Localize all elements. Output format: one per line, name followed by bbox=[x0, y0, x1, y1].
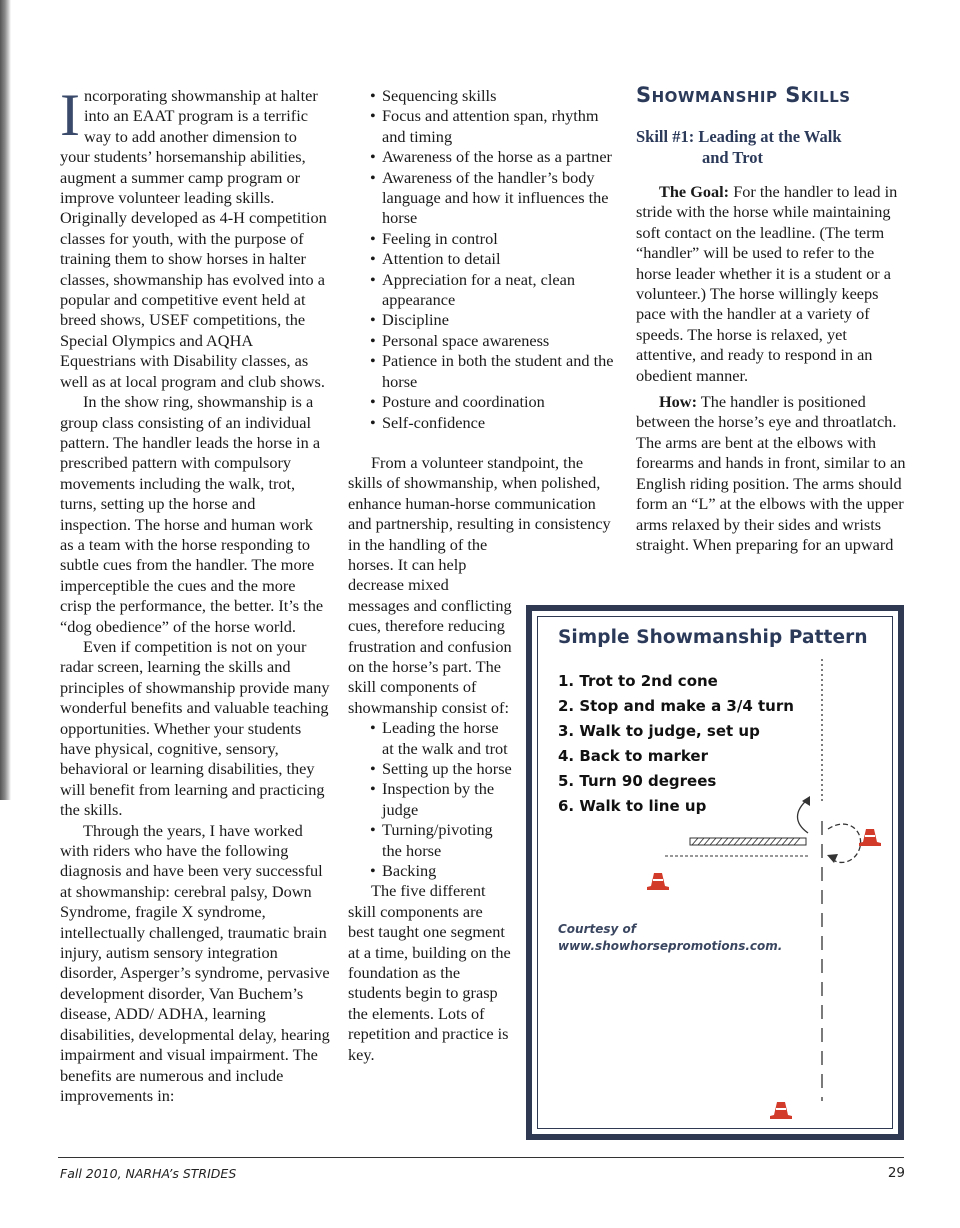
cone-icon bbox=[647, 873, 669, 890]
cone-icon bbox=[770, 1102, 792, 1119]
page-number: 29 bbox=[887, 1165, 905, 1181]
footer-issue: Fall 2010, NARHA’s STRIDES bbox=[60, 1166, 237, 1181]
narrow-column-text bbox=[348, 555, 512, 1065]
turn-arrow bbox=[798, 799, 809, 833]
credit-line-1: Courtesy of bbox=[558, 922, 636, 936]
benefit-list-item: • Self-confidence bbox=[348, 413, 618, 433]
component-list-item: • Inspection by the judge bbox=[348, 779, 512, 820]
benefit-list-item: • Appreciation for a neat, clean appearance bbox=[348, 270, 618, 311]
skill-heading-line-1: Skill #1: Leading at the Walk bbox=[636, 127, 842, 146]
component-list-item: • Turning/pivoting the horse bbox=[348, 820, 512, 861]
how-text: The handler is positioned between the horse’s eye and throatlatch. The arms are bent at the elbows with forearms and hands in front, similar to an English riding position. The arms should form an “L” at the elbows with the upper arms relaxed by their sides and wrists straight. When preparing for an upward bbox=[636, 392, 906, 554]
how-label: How: bbox=[659, 392, 697, 412]
benefit-list-item: • Feeling in control bbox=[348, 229, 618, 249]
benefit-list-item: • Awareness of the handler’s body language and how it influences the horse bbox=[348, 168, 618, 229]
intro-paragraph bbox=[60, 82, 330, 392]
benefit-list-item: • Posture and coordination bbox=[348, 392, 618, 412]
component-list-item: • Leading the horse at the walk and trot bbox=[348, 718, 512, 759]
pattern-step: 6. Walk to line up bbox=[558, 797, 707, 815]
credit-line-2: www.showhorsepromotions.com. bbox=[558, 939, 783, 953]
footer-rule bbox=[58, 1157, 904, 1158]
pattern-step: 3. Walk to judge, set up bbox=[558, 722, 760, 740]
volunteer-paragraph: From a volunteer standpoint, the skills of showmanship, when polished, enhance human-horse communication and partnership, resulting in consistency in the handling of the bbox=[348, 452, 611, 554]
components-list bbox=[348, 718, 512, 881]
article-column-1 bbox=[60, 82, 330, 1106]
benefit-list-item: • Sequencing skills bbox=[348, 86, 618, 106]
pattern-step: 5. Turn 90 degrees bbox=[558, 772, 717, 790]
how-paragraph bbox=[636, 392, 906, 555]
competition-paragraph: Even if competition is not on your radar screen, learning the skills and principles of showmanship provide many wonderful benefits and valuable teaching opportunities. Whether your students have physical, cognitive, sensory, behavioral or learning disabilities, they will benefit from learning and practicing the skills. bbox=[60, 636, 330, 820]
cone-icon bbox=[859, 829, 881, 846]
goal-text: For the handler to lead in stride with the horse while maintaining soft contact on the leadline. (The term “handler” will be used to refer to the horse leader whether it is a student or a volunteer.) The horse willingly keeps pace with the handler at a variety of speeds. The horse is relaxed, yet attentive, and ready to respond in an obedient manner. bbox=[636, 182, 898, 385]
intro-text: ncorporating showmanship at halter into an EAAT program is a terrific way to add another dimension to your students’ horsemanship abilities, augment a summer camp program or improve volunteer leading skills. Originally developed as 4-H competition classes for youth, with the purpose of training them to show horses in halter classes, showmanship has evolved into a popular and competitive event held at breed shows, USEF competitions, the Special Olympics and AQHA Equestrians with Disability classes, as well as at local program and club shows. bbox=[60, 86, 327, 391]
five-components-paragraph: The five different skill components are best taught one segment at a time, building on the foundation as the students begin to grasp the elements. Lots of repetition and practice is key. bbox=[348, 881, 511, 1064]
pattern-diagram bbox=[532, 611, 898, 1134]
pattern-step: 1. Trot to 2nd cone bbox=[558, 672, 718, 690]
benefit-list-item: • Patience in both the student and the horse bbox=[348, 351, 618, 392]
benefits-list bbox=[348, 86, 618, 433]
pattern-title: Simple Showmanship Pattern bbox=[558, 627, 868, 648]
pattern-step: 2. Stop and make a 3/4 turn bbox=[558, 697, 794, 715]
section-title: Showmanship Skills bbox=[636, 83, 851, 107]
riders-paragraph: Through the years, I have worked with riders who have the following diagnosis and have been very successful at showmanship: cerebral palsy, Down Syndrome, fragile X syndrome, intellectually challenged, traumatic brain injury, autism sensory integration disorder, Asperger’s syndrome, pervasive development disorder, Van Buchem’s disease, ADD/ ADHA, learning disabilities, developmental delay, hearing impairment and visual impairment. The benefits are numerous and include improvements in: bbox=[60, 820, 330, 1105]
showmanship-pattern-box bbox=[526, 605, 904, 1140]
skill-heading bbox=[636, 126, 906, 168]
pattern-step: 4. Back to marker bbox=[558, 747, 708, 765]
article-column-3 bbox=[636, 82, 906, 555]
component-list-item: • Setting up the horse bbox=[348, 759, 512, 779]
volunteer-paragraph-continued: horses. It can help decrease mixed messages and conflicting cues, therefore reducing frustration and confusion on the horse’s part. The skill components of showmanship consist of: bbox=[348, 554, 512, 717]
benefit-list-item: • Attention to detail bbox=[348, 249, 618, 269]
book-spine-shadow bbox=[0, 0, 11, 800]
goal-paragraph bbox=[636, 182, 906, 386]
skill-heading-line-2: and Trot bbox=[702, 148, 763, 167]
component-list-item: • Backing bbox=[348, 861, 512, 881]
benefit-list-item: • Focus and attention span, rhythm and timing bbox=[348, 106, 618, 147]
benefit-list-item: • Awareness of the horse as a partner bbox=[348, 147, 618, 167]
show-ring-paragraph: In the show ring, showmanship is a group class consisting of an individual pattern. The handler leads the horse in a prescribed pattern with compulsory movements including the walk, trot, turns, setting up the horse and inspection. The horse and human work as a team with the horse responding to subtle cues from the handler. The more imperceptible the cues and the more crisp the performance, the better. It’s the “dog obedience” of the horse world. bbox=[60, 392, 324, 636]
benefit-list-item: • Discipline bbox=[348, 310, 618, 330]
benefit-list-item: • Personal space awareness bbox=[348, 331, 618, 351]
drop-cap: I bbox=[60, 82, 80, 148]
goal-label: The Goal: bbox=[659, 182, 730, 201]
